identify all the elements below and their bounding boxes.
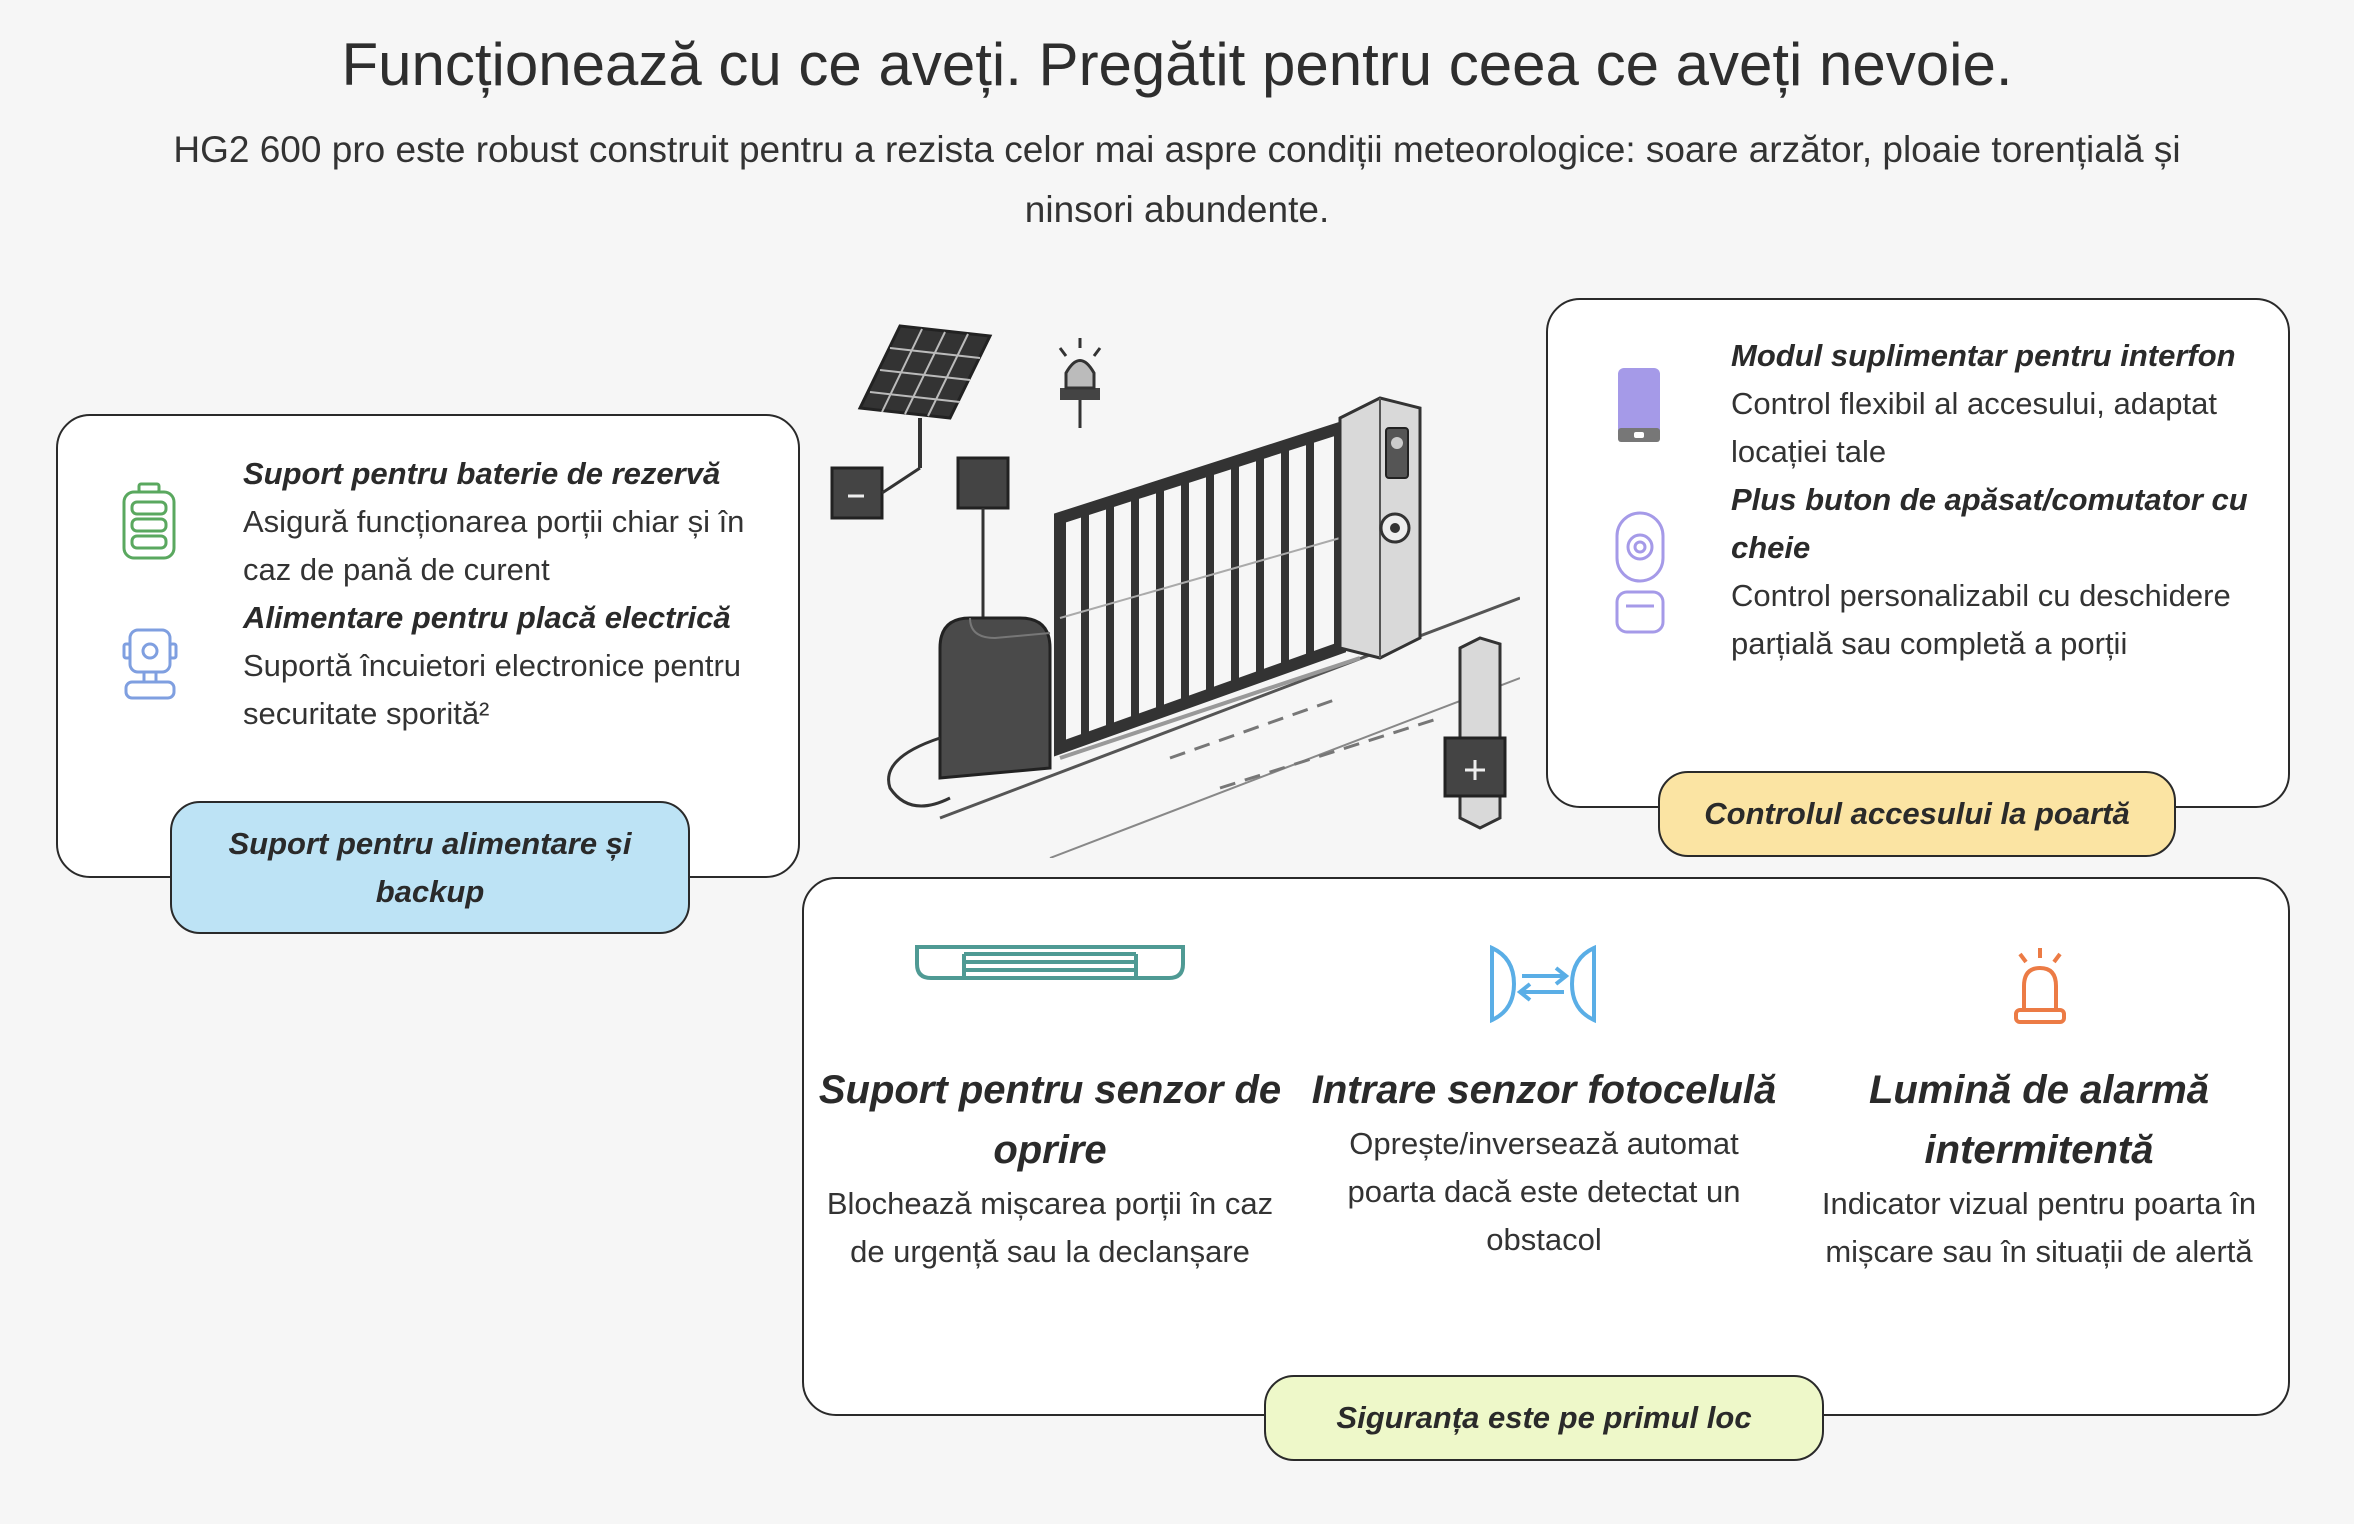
- power-backup-label-text: Suport pentru alimentare și backup: [228, 825, 632, 909]
- intercom-icon: [1616, 366, 1662, 444]
- key-switch-icon: [1614, 510, 1666, 636]
- safety-col-desc: Indicator vizual pentru poarta în mișcare sau în situații de alertă: [1821, 1186, 2257, 1269]
- photocell-icon: [1488, 944, 1598, 1024]
- safety-col-title: Suport pentru senzor de oprire: [818, 1068, 1282, 1172]
- power-item-lock: [243, 594, 783, 738]
- access-item-title: Modul suplimentar pentru interfon: [1731, 338, 2236, 373]
- access-control-label: Controlul accesului la poartă: [1658, 771, 2176, 857]
- power-backup-label: [170, 801, 690, 934]
- safety-label: Siguranța este pe primul loc: [1264, 1375, 1824, 1461]
- alarm-light-icon: [2012, 946, 2068, 1026]
- gate-system-illustration: [820, 318, 1520, 858]
- safety-col-desc: Oprește/inversează automat poarta dacă este detectat un obstacol: [1347, 1126, 1741, 1257]
- battery-icon: [120, 482, 178, 562]
- safety-col-title: Lumină de alarmă intermitentă: [1868, 1068, 2210, 1172]
- power-item-battery: [243, 450, 783, 594]
- access-item-desc: Control personalizabil cu deschidere parțială sau completă a porții: [1731, 578, 2231, 661]
- alarm-light-icon: [1060, 338, 1100, 428]
- safety-edge-icon: [914, 944, 1186, 984]
- sliding-gate-icon: [1060, 428, 1360, 758]
- photocell-post-icon: [1445, 638, 1505, 828]
- power-item-title: Suport pentru baterie de rezervă: [243, 456, 721, 491]
- access-item-intercom: [1731, 332, 2271, 476]
- safety-col-stop-sensor: [815, 1060, 1285, 1276]
- gate-pillar-icon: [1340, 398, 1420, 658]
- solar-panel-icon: [860, 326, 990, 468]
- safety-col-desc: Blochează mișcarea porții în caz de urgență sau la declanșare: [826, 1186, 1274, 1269]
- gate-motor-icon: [889, 618, 1050, 806]
- access-item-key-switch: [1731, 476, 2271, 668]
- electric-lock-icon: [120, 626, 180, 706]
- access-item-desc: Control flexibil al accesului, adaptat locației tale: [1731, 386, 2217, 469]
- power-item-desc: Suportă încuietori electronice pentru securitate sporită²: [243, 648, 742, 731]
- access-item-title: Plus buton de apăsat/comutator cu cheie: [1731, 482, 2248, 565]
- safety-col-alarm-light: [1804, 1060, 2274, 1276]
- safety-col-title: Intrare senzor fotocelulă: [1311, 1068, 1777, 1112]
- page-subtitle: HG2 600 pro este robust construit pentru a rezista celor mai aspre condiții meteorologice: soare arzător, ploaie torențială și ninsori abundente.: [173, 129, 2181, 230]
- page-title: Funcționează cu ce aveți. Pregătit pentru ceea ce aveți nevoie.: [341, 31, 2013, 98]
- power-item-desc: Asigură funcționarea porții chiar și în caz de pană de curent: [243, 504, 745, 587]
- power-item-title: Alimentare pentru placă electrică: [243, 600, 731, 635]
- safety-col-photocell: [1309, 1060, 1779, 1264]
